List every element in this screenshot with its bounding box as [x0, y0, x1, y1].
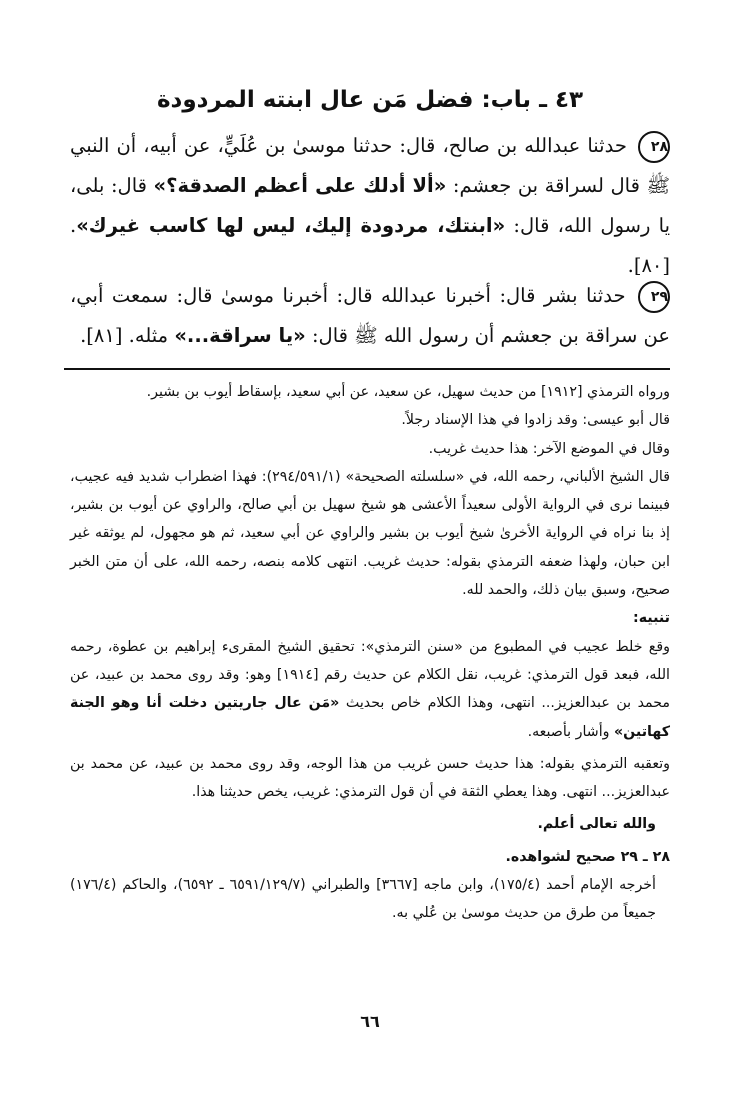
page-number: ٦٦	[360, 1012, 380, 1031]
hadith-number-circle: ٢٩	[638, 281, 670, 313]
note-paragraph: ورواه الترمذي [١٩١٢] من حديث سهيل، عن سعيد، عن أبي سعيد، بإسقاط أيوب بن بشير.	[146, 384, 670, 400]
hadith-reference: . [٨٠].	[70, 214, 670, 277]
note-paragraph	[70, 633, 670, 746]
hadith-quote: «يا سراقة...»	[174, 324, 306, 347]
footnotes	[70, 378, 670, 928]
footnote-divider	[64, 368, 670, 370]
hadith-number-circle: ٢٨	[638, 131, 670, 163]
note-paragraph: قال أبو عيسى: وقد زادوا في هذا الإسناد رجلاً.	[401, 412, 670, 429]
note-paragraph: وتعقبه الترمذي بقوله: هذا حديث حسن غريب من هذا الوجه، وقد روى محمد بن عبيد، عن محمد بن عبدالعزيز... انتهى. وهذا يعطي الثقة في أن قول الترمذي: غريب، يخص حديثنا هذا.	[70, 755, 670, 801]
hadith-quote: «ابنتك، مردودة إليك، ليس لها كاسب غيرك»	[76, 214, 506, 237]
note-heading: تنبيه:	[633, 610, 670, 627]
note-text: وقع خلط عجيب في المطبوع من «سنن الترمذي»: تحقيق الشيخ المقرىء إبراهيم بن عطوة، رحمه الله، فبعد قول الترمذي: غريب، نقل الكلام عن حديث رقم [١٩١٤] وهو: وقد روى محمد بن عبيد، عن محمد بن عبدالعزيز... انتهى، وهذا الكلام خاص بحديث	[70, 638, 670, 712]
hadith-text: قال: بلى، يا رسول الله، قال:	[70, 174, 670, 237]
note-paragraph: وقال في الموضع الآخر: هذا حديث غريب.	[428, 440, 670, 457]
note-text: وأشار بأصبعه.	[527, 723, 614, 740]
hadith-quote: «ألا أدلك على أعظم الصدقة؟»	[153, 174, 447, 197]
book-page	[70, 0, 670, 1102]
hadith-28	[70, 126, 670, 286]
note-closing: والله تعالى أعلم.	[537, 816, 656, 833]
note-paragraph: قال الشيخ الألباني، رحمه الله، في «سلسلته الصحيحة» (٢٩٤/٥٩١/١): فهذا اضطراب شديد فيه عجيب، فبينما نرى في الرواية الأولى سعيداً الأعشى هو شيخ سهيل بن أبي صالح، والراوي عن أيوب بن بشير، إذ بنا نراه في الرواية الأخرىٰ شيخ أيوب بن بشير والراوي عن أبي سعيد، ثم هو مجهول، لم يوثقه غير ابن حبان، ولهذا ضعفه الترمذي بقوله: حديث غريب. انتهى كلامه بنصه، رحمه الله، على أن متن الخبر صحيح، وسبق بيان ذلك، والحمد لله.	[70, 468, 670, 599]
hadith-29	[70, 276, 670, 356]
hadith-text: حدثنا عبدالله بن صالح، قال: حدثنا موسىٰ بن عُلَيٍّ، عن أبيه، أن النبي ﷺ قال لسراقة بن جعشم:	[70, 134, 670, 197]
chapter-title: ٤٣ ـ باب: فضل مَن عال ابنته المردودة	[156, 87, 584, 113]
hadith-text: حدثنا بشر قال: أخبرنا عبدالله قال: أخبرنا موسىٰ قال: سمعت أبي، عن سراقة بن جعشم أن رسول الله ﷺ قال:	[70, 284, 670, 347]
note-takhrij: أخرجه الإمام أحمد (١٧٥/٤)، وابن ماجه [٣٦٦٧] والطبراني (٦٥٩١/١٢٩/٧ ـ ٦٥٩٢)، والحاكم (١٧٦/٤) جميعاً من طرق من حديث موسىٰ بن عُلي به.	[70, 877, 656, 922]
note-grading: ٢٨ ـ ٢٩ صحيح لشواهده.	[505, 848, 670, 865]
hadith-reference: مثله. [٨١].	[80, 324, 175, 347]
note-quote: «مَن عال جاريتين دخلت أنا وهو الجنة كهاتين»	[70, 695, 670, 740]
